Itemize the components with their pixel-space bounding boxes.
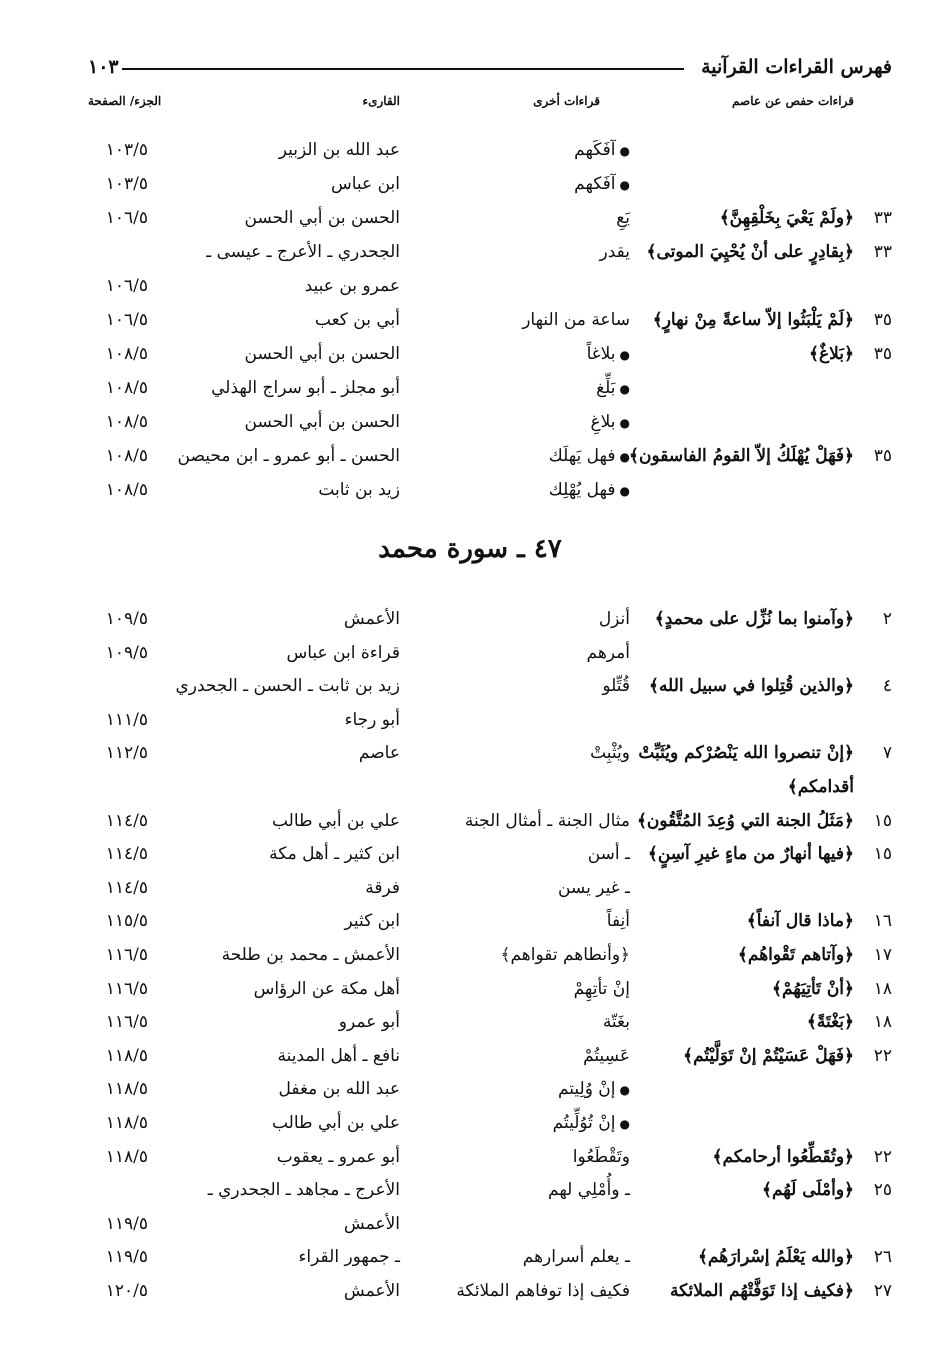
volume-page-ref: ١١٨/٥ bbox=[105, 1045, 148, 1066]
volume-page-ref: ١٠٣/٥ bbox=[105, 140, 148, 160]
other-reading bbox=[590, 405, 630, 440]
bullet-icon: ● bbox=[619, 1083, 630, 1098]
table-row bbox=[0, 371, 940, 405]
table-row bbox=[0, 871, 940, 905]
running-head bbox=[82, 54, 892, 90]
bullet-icon: ● bbox=[619, 416, 630, 430]
table-row bbox=[0, 669, 940, 703]
other-reading bbox=[522, 303, 630, 337]
other-reading-text: إنْ تُوُلِّيتُم bbox=[552, 1113, 616, 1133]
verse-number: ٣٣ bbox=[873, 208, 892, 228]
volume-page-ref: ١١٤/٥ bbox=[105, 810, 148, 831]
volume-page-ref: ١١٩/٥ bbox=[105, 1213, 148, 1234]
verse-number: ٢٢ bbox=[873, 1146, 892, 1167]
volume-page-ref: ١٢٠/٥ bbox=[105, 1281, 148, 1301]
volume-page-ref: ١٠٨/٥ bbox=[105, 412, 148, 432]
bullet-icon: ● bbox=[619, 144, 630, 158]
table-row bbox=[0, 201, 940, 235]
bullet-icon: ● bbox=[619, 1117, 630, 1131]
volume-page-ref: ١١٦/٥ bbox=[105, 978, 148, 999]
table-row bbox=[0, 736, 940, 770]
other-reading-text: أمرهم bbox=[586, 642, 630, 663]
other-reading-text: يقدر bbox=[599, 242, 630, 262]
bullet-icon: ● bbox=[619, 382, 630, 396]
volume-page-ref: ١٠٩/٥ bbox=[105, 642, 148, 663]
table-row bbox=[0, 1039, 940, 1073]
volume-page-ref: ١١٤/٥ bbox=[105, 844, 148, 865]
reader-name: الأعمش bbox=[343, 1281, 400, 1301]
other-reading bbox=[602, 669, 630, 703]
table-row bbox=[0, 636, 940, 670]
volume-page-ref: ١٠٦/٥ bbox=[105, 276, 148, 296]
volume-page-ref: ١١٨/٥ bbox=[105, 1146, 148, 1167]
table-row bbox=[0, 167, 940, 201]
verse-number: ٢ bbox=[882, 609, 892, 629]
column-header-other: قراءات أخرى bbox=[533, 94, 600, 108]
column-header-reader: القارىء bbox=[362, 94, 400, 108]
bullet-icon: ● bbox=[619, 450, 630, 464]
hafs-reading: ﴿وتُقَطِّعُوا أرحامكم﴾ bbox=[712, 1146, 854, 1167]
reader-name: زيد بن ثابت ـ الحسن ـ الجحدري bbox=[175, 676, 400, 697]
verse-number: ٢٢ bbox=[873, 1045, 892, 1066]
verse-number: ١٥ bbox=[873, 844, 892, 865]
volume-page-ref: ١١١/٥ bbox=[105, 709, 148, 730]
other-reading bbox=[574, 133, 630, 168]
reader-name: عبد الله بن مغفل bbox=[278, 1079, 400, 1100]
hafs-reading: ﴿وأمْلَى لَهُم﴾ bbox=[761, 1180, 854, 1201]
table-row bbox=[0, 1207, 940, 1241]
other-reading-text: آفَكَهم bbox=[574, 140, 616, 160]
volume-page-ref: ١٠٨/٥ bbox=[105, 378, 148, 398]
other-reading bbox=[590, 736, 630, 770]
verse-number: ١٦ bbox=[873, 911, 892, 932]
table-row bbox=[0, 405, 940, 439]
other-reading bbox=[587, 337, 630, 372]
other-reading bbox=[523, 1240, 630, 1274]
reader-name: عمرو بن عبيد bbox=[304, 276, 400, 296]
reader-name: أبو عمرو bbox=[338, 1012, 400, 1033]
header-rule bbox=[122, 68, 684, 70]
reader-name: الحسن بن أبي الحسن bbox=[244, 344, 400, 364]
verse-number: ٣٥ bbox=[873, 344, 892, 364]
table-row bbox=[0, 269, 940, 303]
hafs-reading: ﴿فَهَلْ عَسَيْتُمْ إنْ تَوَلَّيْتُم﴾ bbox=[683, 1045, 854, 1066]
hafs-reading: ﴿وآتاهم تَقْواهُم﴾ bbox=[737, 945, 854, 965]
other-reading bbox=[583, 1039, 630, 1073]
other-reading bbox=[596, 371, 630, 406]
reader-name: الحسن بن أبي الحسن bbox=[244, 208, 400, 228]
verse-number: ٢٥ bbox=[873, 1180, 892, 1201]
bullet-icon: ● bbox=[619, 484, 630, 498]
other-reading-text: ـ أسن bbox=[587, 844, 630, 865]
other-reading bbox=[456, 1274, 630, 1308]
verse-number: ٣٥ bbox=[873, 446, 892, 466]
volume-page-ref: ١٠٨/٥ bbox=[105, 446, 148, 466]
volume-page-ref: ١٠٨/٥ bbox=[105, 344, 148, 364]
other-reading bbox=[599, 602, 630, 636]
hafs-reading: ﴿والله يَعْلَمُ إسْرارَهُم﴾ bbox=[697, 1247, 854, 1268]
table-row bbox=[0, 303, 940, 337]
other-reading-text: ﴿وأنطاهم تقواهم﴾ bbox=[500, 945, 630, 965]
other-reading-text: عَسِيتُمْ bbox=[583, 1045, 630, 1066]
reader-name: الجحدري ـ الأعرج ـ عيسى ـ bbox=[206, 242, 400, 262]
reader-name: ابن كثير bbox=[344, 911, 400, 932]
other-reading bbox=[553, 1106, 630, 1141]
table-row bbox=[0, 770, 940, 804]
volume-page-ref: ١٠٦/٥ bbox=[105, 208, 148, 228]
table-row bbox=[0, 1140, 940, 1174]
other-reading-text: فهل يُهْلِك bbox=[548, 480, 616, 500]
table-row bbox=[0, 1274, 940, 1308]
other-reading-text: ويُثْبِتْ bbox=[590, 743, 630, 764]
reader-name: نافع ـ أهل المدينة bbox=[277, 1045, 400, 1066]
other-reading-text: ـ يعلم أسرارهم bbox=[522, 1247, 630, 1268]
table-row bbox=[0, 804, 940, 838]
table-row bbox=[0, 337, 940, 371]
reader-name: أبي بن كعب bbox=[314, 310, 400, 330]
volume-page-ref: ١٠٣/٥ bbox=[105, 174, 148, 194]
table-row bbox=[0, 1106, 940, 1140]
verse-number: ٣٥ bbox=[873, 310, 892, 330]
bullet-icon: ● bbox=[619, 178, 630, 192]
verse-number: ٢٧ bbox=[873, 1281, 892, 1301]
other-reading-text: يَعِ bbox=[616, 208, 630, 228]
volume-page-ref: ١١٤/٥ bbox=[105, 877, 148, 898]
hafs-reading: ﴿والذين قُتِلوا في سبيل الله﴾ bbox=[648, 676, 854, 697]
other-reading bbox=[616, 201, 630, 235]
hafs-reading: ﴿ماذا قال آنفاً﴾ bbox=[746, 911, 854, 932]
hafs-reading: ﴿بِقادِرٍ على أنْ يُحْيِيَ الموتى﴾ bbox=[646, 242, 854, 262]
other-reading-text: قُتِّلو bbox=[602, 676, 630, 697]
other-reading-text: إنْ وُلِيتم bbox=[557, 1079, 616, 1100]
other-reading-text: إنْ تأتِهِمْ bbox=[573, 978, 630, 999]
table-row bbox=[0, 972, 940, 1006]
hafs-reading: ﴿فَهَلْ يُهْلَكُ إلاّ القومُ الفاسقون﴾ bbox=[629, 446, 854, 466]
bullet-icon: ● bbox=[619, 348, 630, 362]
table-row bbox=[0, 1240, 940, 1274]
table-row bbox=[0, 473, 940, 507]
table-row bbox=[0, 602, 940, 636]
hafs-reading: ﴿بَلاغٌ﴾ bbox=[809, 344, 854, 364]
table-row bbox=[0, 1072, 940, 1106]
reader-name: أبو رجاء bbox=[344, 709, 400, 730]
other-reading bbox=[603, 1005, 630, 1039]
volume-page-ref: ١٠٩/٥ bbox=[105, 609, 148, 629]
verse-number: ٢٦ bbox=[873, 1247, 892, 1268]
other-reading bbox=[548, 1173, 630, 1207]
reader-name: علي بن أبي طالب bbox=[271, 810, 400, 831]
verse-number: ١٥ bbox=[873, 810, 892, 831]
other-reading-text: بلاغِ bbox=[590, 412, 616, 432]
table-row bbox=[0, 1005, 940, 1039]
other-reading bbox=[587, 636, 631, 670]
volume-page-ref: ١١٥/٥ bbox=[105, 911, 148, 932]
verse-number: ١٧ bbox=[873, 945, 892, 965]
other-reading bbox=[558, 871, 630, 905]
reader-name: ابن كثير ـ أهل مكة bbox=[269, 844, 400, 865]
reader-name: ـ جمهور القراء bbox=[298, 1247, 400, 1268]
other-reading-text: ـ غير يسن bbox=[557, 877, 630, 898]
other-reading bbox=[574, 167, 630, 202]
table-row bbox=[0, 133, 940, 167]
volume-page-ref: ١١٢/٥ bbox=[105, 743, 148, 764]
reader-name: الأعمش bbox=[343, 1213, 400, 1234]
volume-page-ref: ١١٨/٥ bbox=[105, 1079, 148, 1100]
reader-name: فرقة bbox=[365, 877, 400, 898]
verse-number: ١٨ bbox=[873, 1012, 892, 1033]
other-reading bbox=[465, 804, 630, 838]
other-reading bbox=[500, 938, 630, 972]
other-reading-text: فهل يَهلَك bbox=[548, 446, 616, 466]
other-reading-text: فكيف إذا توفاهم الملائكة bbox=[456, 1281, 630, 1301]
other-reading bbox=[549, 473, 630, 508]
verse-number: ٣٣ bbox=[873, 242, 892, 262]
hafs-reading: ﴿بَغْتَةً﴾ bbox=[806, 1012, 854, 1033]
reader-name: الأعمش bbox=[343, 609, 400, 629]
hafs-reading: ﴿مَثَلُ الجنة التي وُعِدَ المُتَّقُون﴾ bbox=[636, 810, 854, 831]
table-row bbox=[0, 938, 940, 972]
other-reading bbox=[573, 1140, 630, 1174]
other-reading-text: ساعة من النهار bbox=[522, 310, 630, 330]
hafs-reading: ﴿فكيف إذا تَوَفَّتْهُم الملائكة bbox=[669, 1281, 854, 1301]
table-row bbox=[0, 439, 940, 473]
other-reading-text: مثال الجنة ـ أمثال الجنة bbox=[464, 810, 630, 831]
volume-page-ref: ١١٩/٥ bbox=[105, 1247, 148, 1268]
other-reading bbox=[558, 1072, 630, 1107]
other-reading-text: أنِفاً bbox=[606, 911, 630, 932]
volume-page-ref: ١٠٦/٥ bbox=[105, 310, 148, 330]
other-reading-text: أنزل bbox=[598, 609, 630, 629]
other-reading-text: وتَقْطَعُوا bbox=[572, 1146, 630, 1167]
volume-page-ref: ١١٨/٥ bbox=[105, 1113, 148, 1133]
other-reading-text: بغَتّة bbox=[602, 1012, 630, 1033]
hafs-reading: ﴿أنْ تَأتِيَهُمْ﴾ bbox=[772, 978, 854, 999]
hafs-reading: أقدامكم﴾ bbox=[787, 777, 854, 797]
volume-page-ref: ١٠٨/٥ bbox=[105, 480, 148, 500]
volume-page-ref: ١١٦/٥ bbox=[105, 945, 148, 965]
table-row bbox=[0, 235, 940, 269]
verse-number: ٧ bbox=[882, 743, 892, 764]
reader-name: علي بن أبي طالب bbox=[271, 1113, 400, 1133]
hafs-reading: ﴿فيها أنهارٌ من ماءٍ غيرِ آسِنٍ﴾ bbox=[647, 844, 854, 865]
reader-name: أبو مجلز ـ أبو سراج الهذلي bbox=[211, 378, 400, 398]
reader-name: أهل مكة عن الرؤاس bbox=[253, 978, 400, 999]
reader-name: قراءة ابن عباس bbox=[286, 642, 400, 663]
other-reading bbox=[600, 235, 630, 269]
verse-number: ٤ bbox=[882, 676, 892, 697]
surah-title: ٤٧ ـ سورة محمد bbox=[378, 534, 562, 564]
reader-name: أبو عمرو ـ يعقوب bbox=[276, 1146, 400, 1167]
reader-name: الأعمش ـ محمد بن طلحة bbox=[221, 945, 400, 965]
other-reading bbox=[549, 439, 630, 474]
other-reading bbox=[574, 972, 630, 1006]
reader-name: عبد الله بن الزبير bbox=[278, 140, 400, 160]
hafs-reading: ﴿ولَمْ يَعْيَ بِخَلْقِهِنَّ﴾ bbox=[719, 208, 854, 228]
other-reading-text: آفَكهم bbox=[574, 174, 616, 194]
table-row bbox=[0, 703, 940, 737]
page-number: ١٠٣ bbox=[88, 56, 119, 78]
table-row bbox=[0, 904, 940, 938]
volume-page-ref: ١١٦/٥ bbox=[105, 1012, 148, 1033]
hafs-reading: ﴿وآمنوا بما نُزِّل على محمدٍ﴾ bbox=[654, 609, 854, 629]
reader-name: الحسن بن أبي الحسن bbox=[244, 412, 400, 432]
other-reading bbox=[588, 837, 630, 871]
other-reading bbox=[607, 904, 630, 938]
reader-name: الأعرج ـ مجاهد ـ الجحدري ـ bbox=[207, 1180, 400, 1201]
column-header-hafs: قراءات حفص عن عاصم bbox=[732, 94, 854, 108]
hafs-reading: ﴿لَمْ يَلْبَثُوا إلاّ ساعةً مِنْ نهارٍ﴾ bbox=[652, 310, 854, 330]
reader-name: الحسن ـ أبو عمرو ـ ابن محيصن bbox=[177, 446, 400, 466]
running-head-title: فهرس القراءات القرآنية bbox=[701, 56, 892, 78]
column-header-ref: الجزء/ الصفحة bbox=[88, 94, 162, 108]
hafs-reading: ﴿إنْ تنصروا الله يَنْصُرْكم ويُثَبِّتْ bbox=[638, 743, 854, 764]
reader-name: عاصم bbox=[358, 743, 400, 764]
other-reading-text: بلاغاً bbox=[586, 344, 616, 364]
reader-name: زيد بن ثابت bbox=[318, 480, 400, 500]
other-reading-text: ـ وأُمْلِي لهم bbox=[548, 1180, 630, 1201]
table-row bbox=[0, 837, 940, 871]
table-row bbox=[0, 1173, 940, 1207]
verse-number: ١٨ bbox=[873, 978, 892, 999]
other-reading-text: بَلِّغ bbox=[596, 378, 616, 398]
reader-name: ابن عباس bbox=[330, 174, 400, 194]
